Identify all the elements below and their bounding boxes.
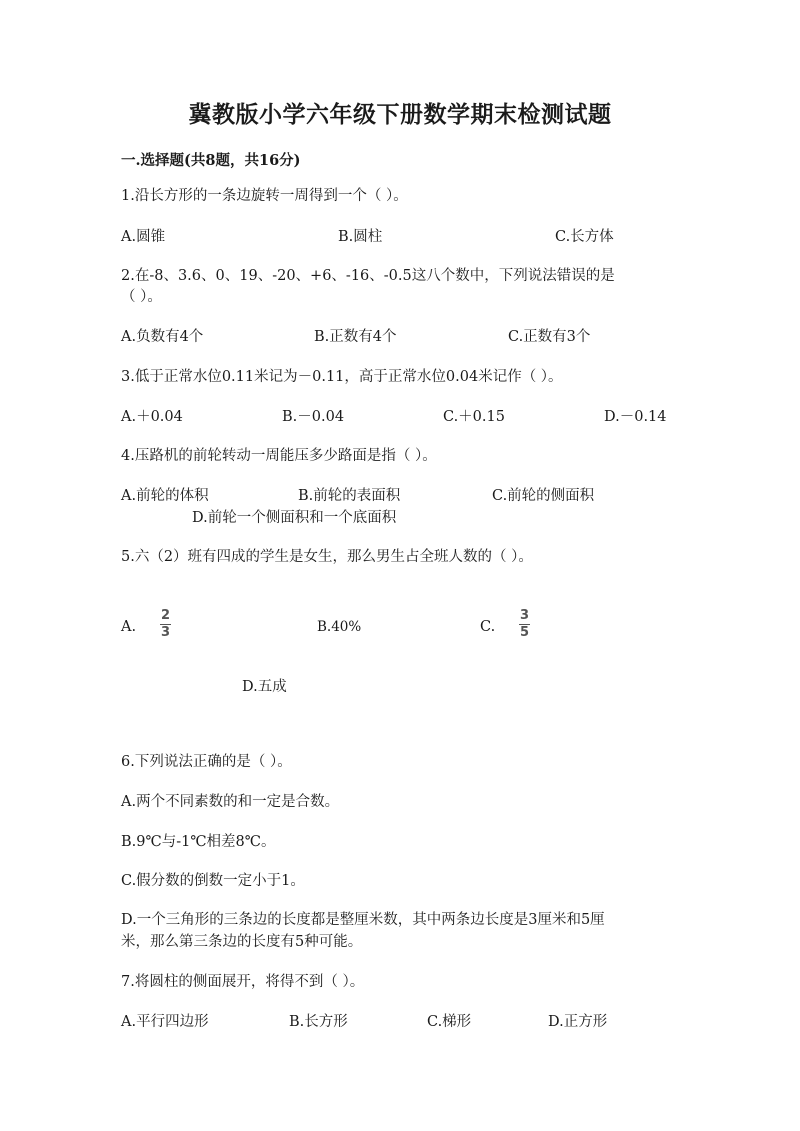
- question-3-option-a[interactable]: A.＋0.04: [121, 409, 183, 425]
- question-5-option-c-fraction: [519, 609, 530, 640]
- question-4-stem: 4.压路机的前轮转动一周能压多少路面是指（ ）。: [121, 448, 437, 464]
- question-2-stem-line2: （ ）。: [121, 289, 162, 305]
- question-7-option-a[interactable]: A.平行四边形: [121, 1014, 209, 1030]
- fraction-denominator: 3: [160, 625, 171, 641]
- question-5-option-a-label[interactable]: A.: [121, 619, 137, 635]
- question-5-option-a-fraction: [160, 609, 171, 640]
- question-5-stem: 5.六（2）班有四成的学生是女生，那么男生占全班人数的（ ）。: [121, 549, 533, 565]
- question-1-option-c[interactable]: C.长方体: [555, 229, 614, 245]
- question-4-option-c[interactable]: C.前轮的侧面积: [492, 488, 595, 504]
- question-7-option-c[interactable]: C.梯形: [427, 1014, 472, 1030]
- section-heading: 一.选择题(共8题，共16分): [121, 152, 301, 169]
- question-5-option-d[interactable]: D.五成: [242, 679, 287, 695]
- question-4-option-b[interactable]: B.前轮的表面积: [298, 488, 401, 504]
- question-5-option-c-label[interactable]: C.: [480, 619, 496, 635]
- question-3-option-b[interactable]: B.－0.04: [282, 409, 345, 425]
- question-3-stem: 3.低于正常水位0.11米记为－0.11，高于正常水位0.04米记作（ ）。: [121, 369, 563, 385]
- question-5-option-b[interactable]: B.40%: [317, 619, 362, 635]
- question-2-option-a[interactable]: A.负数有4个: [121, 329, 204, 345]
- question-3-option-d[interactable]: D.－0.14: [604, 409, 667, 425]
- question-6-option-b[interactable]: B.9℃与-1℃相差8℃。: [121, 834, 276, 850]
- question-6-option-d-line2[interactable]: 米，那么第三条边的长度有5种可能。: [121, 934, 363, 950]
- question-2-stem-line1: 2.在-8、3.6、0、19、-20、+6、-16、-0.5这八个数中，下列说法错误的是: [121, 268, 615, 284]
- question-6-option-d-line1[interactable]: D.一个三角形的三条边的长度都是整厘米数，其中两条边长度是3厘米和5厘: [121, 912, 605, 928]
- page-title: 冀教版小学六年级下册数学期末检测试题: [188, 101, 612, 128]
- question-2-option-b[interactable]: B.正数有4个: [314, 329, 397, 345]
- question-6-stem: 6.下列说法正确的是（ ）。: [121, 754, 292, 770]
- question-6-option-a[interactable]: A.两个不同素数的和一定是合数。: [121, 794, 340, 810]
- question-1-option-b[interactable]: B.圆柱: [338, 229, 383, 245]
- fraction-numerator: 3: [519, 608, 530, 623]
- question-7-option-b[interactable]: B.长方形: [289, 1014, 348, 1030]
- question-3-option-c[interactable]: C.＋0.15: [443, 409, 505, 425]
- fraction-numerator: 2: [160, 608, 171, 623]
- question-7-option-d[interactable]: D.正方形: [548, 1014, 608, 1030]
- question-1-option-a[interactable]: A.圆锥: [121, 229, 166, 245]
- question-4-option-d[interactable]: D.前轮一个侧面积和一个底面积: [192, 510, 397, 526]
- question-7-stem: 7.将圆柱的侧面展开，将得不到（ ）。: [121, 974, 365, 990]
- question-2-option-c[interactable]: C.正数有3个: [508, 329, 591, 345]
- fraction-denominator: 5: [519, 625, 530, 641]
- question-1-stem: 1.沿长方形的一条边旋转一周得到一个（ ）。: [121, 188, 408, 204]
- question-6-option-c[interactable]: C.假分数的倒数一定小于1。: [121, 873, 305, 889]
- question-4-option-a[interactable]: A.前轮的体积: [121, 488, 209, 504]
